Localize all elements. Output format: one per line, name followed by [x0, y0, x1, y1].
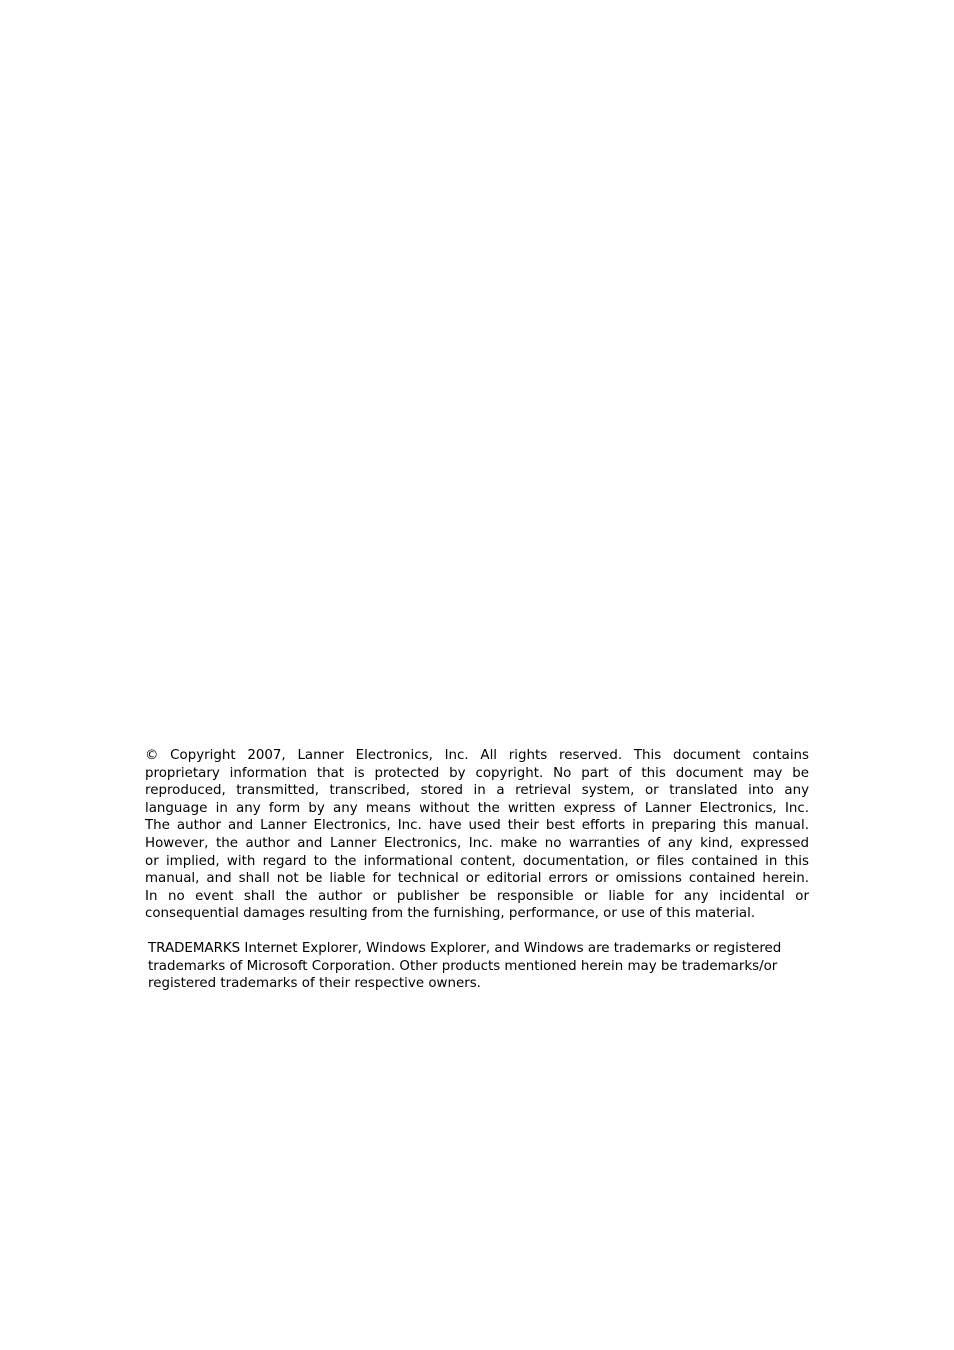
trademarks-notice: [148, 940, 848, 993]
copyright-line: reproduced, transmitted, transcribed, stored in a retrieval system, or translated into any: [145, 783, 809, 799]
copyright-line: The author and Lanner Electronics, Inc. have used their best efforts in preparing this manual.: [145, 818, 809, 834]
trademarks-line: trademarks of Microsoft Corporation. Other products mentioned herein may be trademarks/or: [148, 958, 778, 974]
copyright-line: In no event shall the author or publisher be responsible or liable for any incidental or: [145, 888, 809, 904]
copyright-line: proprietary information that is protected by copyright. No part of this document may be: [145, 765, 809, 781]
copyright-line: consequential damages resulting from the furnishing, performance, or use of this material.: [145, 906, 756, 922]
copyright-line: language in any form by any means without the written express of Lanner Electronics, Inc.: [145, 800, 809, 816]
copyright-line: manual, and shall not be liable for technical or editorial errors or omissions contained herein.: [145, 871, 809, 887]
copyright-line: However, the author and Lanner Electronics, Inc. make no warranties of any kind, expressed: [145, 835, 809, 851]
copyright-line: or implied, with regard to the informational content, documentation, or files contained in this: [145, 853, 809, 869]
trademarks-line: registered trademarks of their respective owners.: [148, 976, 481, 992]
copyright-notice: [145, 747, 809, 923]
trademarks-line: TRADEMARKS Internet Explorer, Windows Explorer, and Windows are trademarks or registered: [148, 941, 782, 956]
copyright-line: © Copyright 2007, Lanner Electronics, Inc. All rights reserved. This document contains: [145, 748, 809, 763]
